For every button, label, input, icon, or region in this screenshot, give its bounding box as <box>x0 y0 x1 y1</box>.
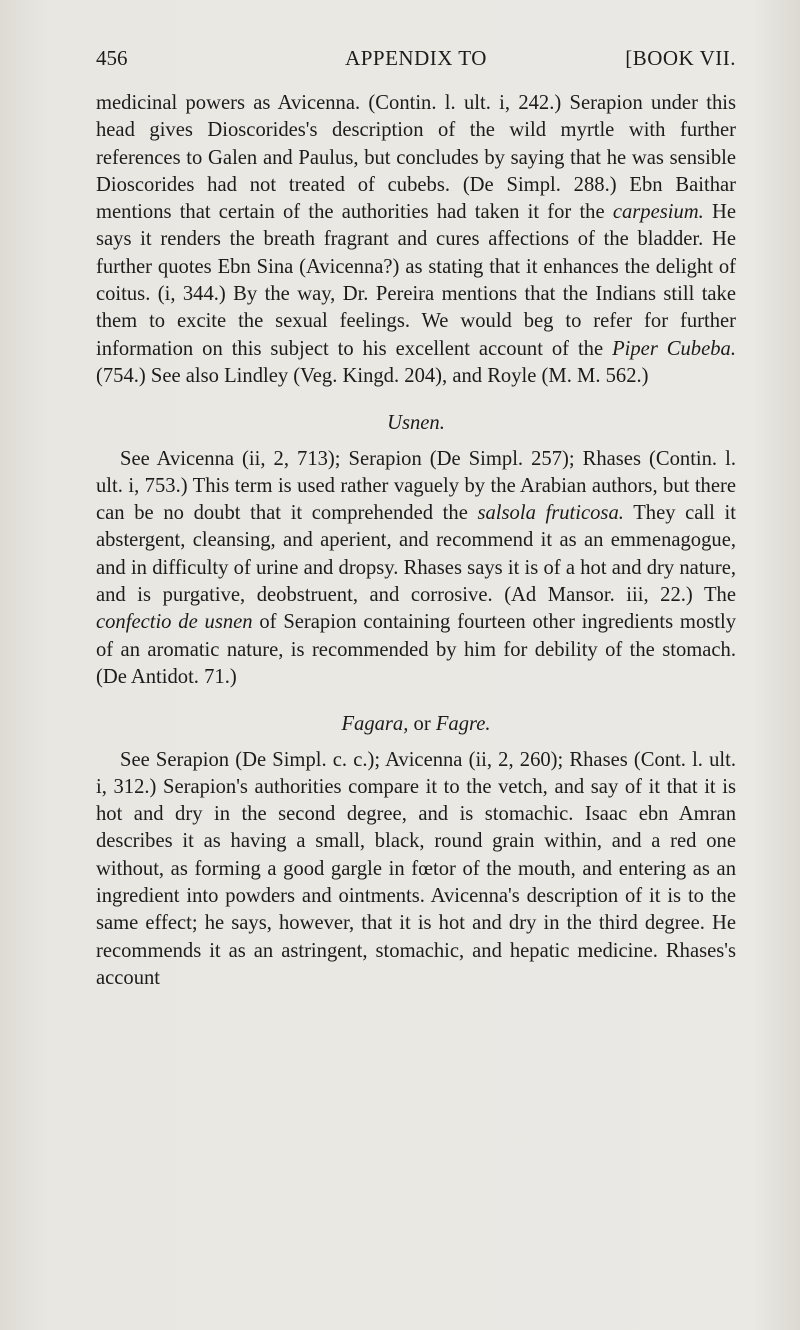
paragraph-usnen: See Avicenna (ii, 2, 713); Serapion (De Simpl. 257); Rhases (Contin. l. ult. i, 753.) This term is used rather vaguely by the Arabian authors, but there can be no doubt that it comprehended the salsola fruticosa. They call it abstergent, cleansing, and aperient, and recommend it as an emmenagogue, and in difficulty of urine and dropsy. Rhases says it is of a hot and dry nature, and is purgative, deobstruent, and corrosive. (Ad Mansor. iii, 22.) The confectio de usnen of Serapion containing fourteen other ingredients mostly of an aromatic nature, is recommended by him for debility of the stomach. (De Antidot. 71.) <box>96 447 736 688</box>
book-reference: [BOOK VII. <box>625 46 736 70</box>
section-heading-fagara: Fagara, or Fagre. <box>341 713 491 736</box>
running-header <box>96 46 736 76</box>
body-text <box>96 90 736 992</box>
italic-term: confectio de usnen <box>96 611 253 634</box>
paragraph-fagara: See Serapion (De Simpl. c. c.); Avicenna (ii, 2, 260); Rhases (Cont. l. ult. i, 312.) Serapion's authorities compare it to the vetch, and say of it that it is hot and dry in the second degree, and is stomachic. Isaac ebn Amran describes it as having a small, black, round grain within, and a red one without, as forming a good gargle in fœtor of the mouth, and entering as an ingredient into powders and ointments. Avicenna's description of it is to the same effect; he says, however, that it is hot and dry in the third degree. He recommends it as an astringent, stomachic, and hepatic medicine. Rhases's account <box>96 748 736 989</box>
running-title: APPENDIX TO <box>345 46 487 70</box>
italic-term: Piper Cubeba. <box>612 337 736 360</box>
italic-term: salsola fruticosa. <box>477 502 624 525</box>
section-heading-usnen: Usnen. <box>387 412 445 435</box>
paragraph-cubebs: medicinal powers as Avicenna. (Contin. l. ult. i, 242.) Serapion under this head gives Dioscorides's description of the wild myrtle with further references to Galen and Paulus, but concludes by saying that he was sensible Dioscorides had not treated of cubebs. (De Simpl. 288.) Ebn Baithar mentions that certain of the authorities had taken it for the carpesium. He says it renders the breath fragrant and cures affections of the bladder. He further quotes Ebn Sina (Avicenna?) as stating that it enhances the delight of coitus. (i, 344.) By the way, Dr. Pereira mentions that the Indians still take them to excite the sexual feelings. We would beg to refer for further information on this subject to his excellent account of the Piper Cubeba. (754.) See also Lindley (Veg. Kingd. 204), and Royle (M. M. 562.) <box>96 92 736 387</box>
italic-term: carpesium. <box>612 201 704 224</box>
page-number: 456 <box>96 46 128 70</box>
